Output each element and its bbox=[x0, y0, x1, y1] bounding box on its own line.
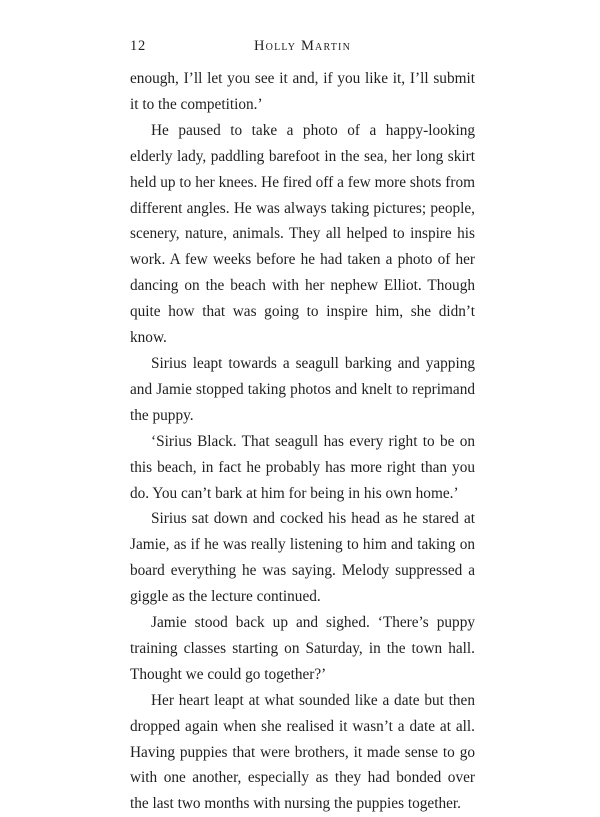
paragraph-continued: enough, I’ll let you see it and, if you like it, I’ll submit it to the competition.’ bbox=[130, 70, 475, 113]
author-name: Holly Martin bbox=[254, 38, 351, 54]
paragraph: Her heart leapt at what sounded like a date but then dropped again when she realised it wasn’t a date at all. Having puppies that were brothers, it made sense to go with one another, especially as they had bonded over the last two months with nursing the puppies together. bbox=[130, 691, 475, 813]
paragraph: ‘Sirius Black. That seagull has every right to be on this beach, in fact he probably has more right than you do. You can’t bark at him for being in his own home.’ bbox=[130, 432, 475, 502]
page-number: 12 bbox=[130, 38, 147, 54]
running-head bbox=[130, 38, 475, 60]
paragraph: He paused to take a photo of a happy-looking elderly lady, paddling barefoot in the sea, her long skirt held up to her knees. He fired off a few more shots from different angles. He was always taking pictures; people, scenery, nature, animals. They all helped to inspire his work. A few weeks before he had taken a photo of her dancing on the beach with her nephew Elliot. Though quite how that was going to inspire him, she didn’t know. bbox=[130, 121, 475, 347]
paragraph: Jamie stood back up and sighed. ‘There’s puppy training classes starting on Saturday, in the town hall. Thought we could go together?’ bbox=[130, 614, 475, 683]
paragraph: Sirius sat down and cocked his head as he stared at Jamie, as if he was really listening to him and taking on board everything he was saying. Melody suppressed a giggle as the lecture continued. bbox=[130, 510, 475, 606]
paragraph: Sirius leapt towards a seagull barking and yapping and Jamie stopped taking photos and knelt to reprimand the puppy. bbox=[130, 354, 475, 424]
body-text bbox=[130, 66, 475, 817]
